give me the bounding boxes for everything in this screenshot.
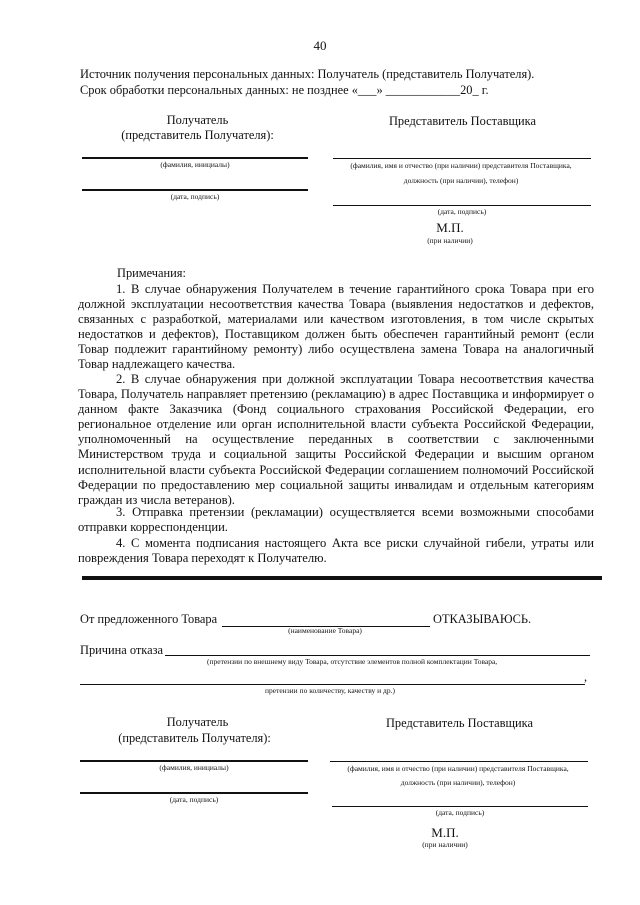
refusal-reason-line-1[interactable]: [165, 655, 590, 656]
reason-comma: ,: [584, 670, 588, 684]
recipient-name-line-2[interactable]: [80, 760, 308, 762]
stamp-caption-2: (при наличии): [422, 840, 468, 849]
recipient-name-caption-2: (фамилия, инициалы): [159, 763, 229, 772]
recipient-date-caption-2: (дата, подпись): [169, 795, 219, 804]
supplier-date-caption: (дата, подпись): [437, 207, 487, 216]
supplier-rep-title: Представитель Поставщика: [388, 114, 537, 128]
refusal-reason-caption-1: (претензии по внешнему виду Товара, отсутствие элементов полной комплектации Товара,: [207, 657, 498, 666]
note-4-text: 4. С момента подписания настоящего Акта все риски случайной гибели, утраты или повреждения Товара переходят к Получателю.: [78, 536, 594, 566]
refuse-word: ОТКАЗЫВАЮСЬ.: [433, 612, 532, 626]
data-source-line: Источник получения персональных данных: Получатель (представитель Получателя).: [80, 67, 535, 81]
note-paragraph-1: [78, 282, 594, 373]
note-1-text: 1. В случае обнаружения Получателем в течение гарантийного срока Товара при его должной эксплуатации несоответствия качества Товара (выявления недостатков и дефектов, связанных с разработкой, материалами или качеством изготовления, в том числе скрытых недостатков и дефектов), Поставщиком должен быть обеспечен гарантийный ремонт (если Товар подлежит гарантийному ремонту) либо осуществлена замена Товара на аналогичный Товар надлежащего качества.: [78, 282, 594, 372]
note-paragraph-4: [78, 536, 594, 566]
stamp-label-2: М.П.: [431, 825, 459, 840]
supplier-date-line-2[interactable]: [332, 806, 588, 807]
goods-name-caption: (наименование Товара): [288, 626, 362, 635]
recipient-date-caption: (дата, подпись): [170, 192, 220, 201]
supplier-date-line[interactable]: [333, 205, 591, 206]
recipient-subtitle: (представитель Получателя):: [121, 128, 274, 142]
recipient-subtitle-2: (представитель Получателя):: [118, 731, 271, 745]
recipient-name-line[interactable]: [82, 157, 308, 159]
recipient-title-2: Получатель: [166, 715, 229, 729]
refusal-reason-label: Причина отказа: [80, 643, 164, 657]
recipient-name-caption: (фамилия, инициалы): [160, 160, 230, 169]
stamp-label: М.П.: [436, 220, 464, 235]
note-paragraph-3: [78, 505, 594, 535]
supplier-date-caption-2: (дата, подпись): [435, 808, 485, 817]
recipient-date-line[interactable]: [82, 189, 308, 191]
page-number: 40: [313, 38, 327, 53]
supplier-name-caption-2: должность (при наличии), телефон): [403, 176, 519, 185]
supplier-name-caption-2b: должность (при наличии), телефон): [400, 778, 516, 787]
supplier-name-line[interactable]: [333, 158, 591, 159]
refusal-reason-caption-2: претензии по количеству, качеству и др.): [264, 686, 395, 695]
note-2-text: 2. В случае обнаружения при должной эксплуатации Товара несоответствия качества Товара, Получатель направляет претензию (рекламацию) в адрес Поставщика и информирует о данном факте Заказчика (Фонд социального страхования Российской Федерации, его региональное отделение или орган исполнительной власти субъекта Российской Федерации, уполномоченный на осуществление переданных в соответствии с заключенными Министерством труда и социальной защиты Российской Федерации и высшим органом исполнительной власти субъекта Российской Федерации соглашением полномочий Российской Федерации по предоставлению мер социальной защиты инвалидам и отдельным категориям граждан из числа ветеранов).: [78, 372, 594, 507]
supplier-name-line-2[interactable]: [330, 761, 588, 762]
refusal-from-label: От предложенного Товара: [80, 612, 218, 626]
refusal-reason-line-2[interactable]: [80, 684, 585, 685]
recipient-title: Получатель: [166, 113, 229, 127]
notes-title: Примечания:: [117, 266, 186, 280]
recipient-date-line-2[interactable]: [80, 792, 308, 794]
note-3-text: 3. Отправка претензии (рекламации) осуществляется всеми возможными способами отправки корреспонденции.: [78, 505, 594, 535]
section-divider: [82, 576, 602, 580]
stamp-caption: (при наличии): [427, 236, 473, 245]
supplier-name-caption-1: (фамилия, имя и отчество (при наличии) представителя Поставщика,: [350, 161, 572, 170]
supplier-rep-title-2: Представитель Поставщика: [385, 716, 534, 730]
note-paragraph-2: [78, 372, 594, 508]
supplier-name-caption-2a: (фамилия, имя и отчество (при наличии) представителя Поставщика,: [347, 764, 569, 773]
processing-term-line: Срок обработки персональных данных: не позднее «___» ____________20_ г.: [80, 83, 489, 97]
